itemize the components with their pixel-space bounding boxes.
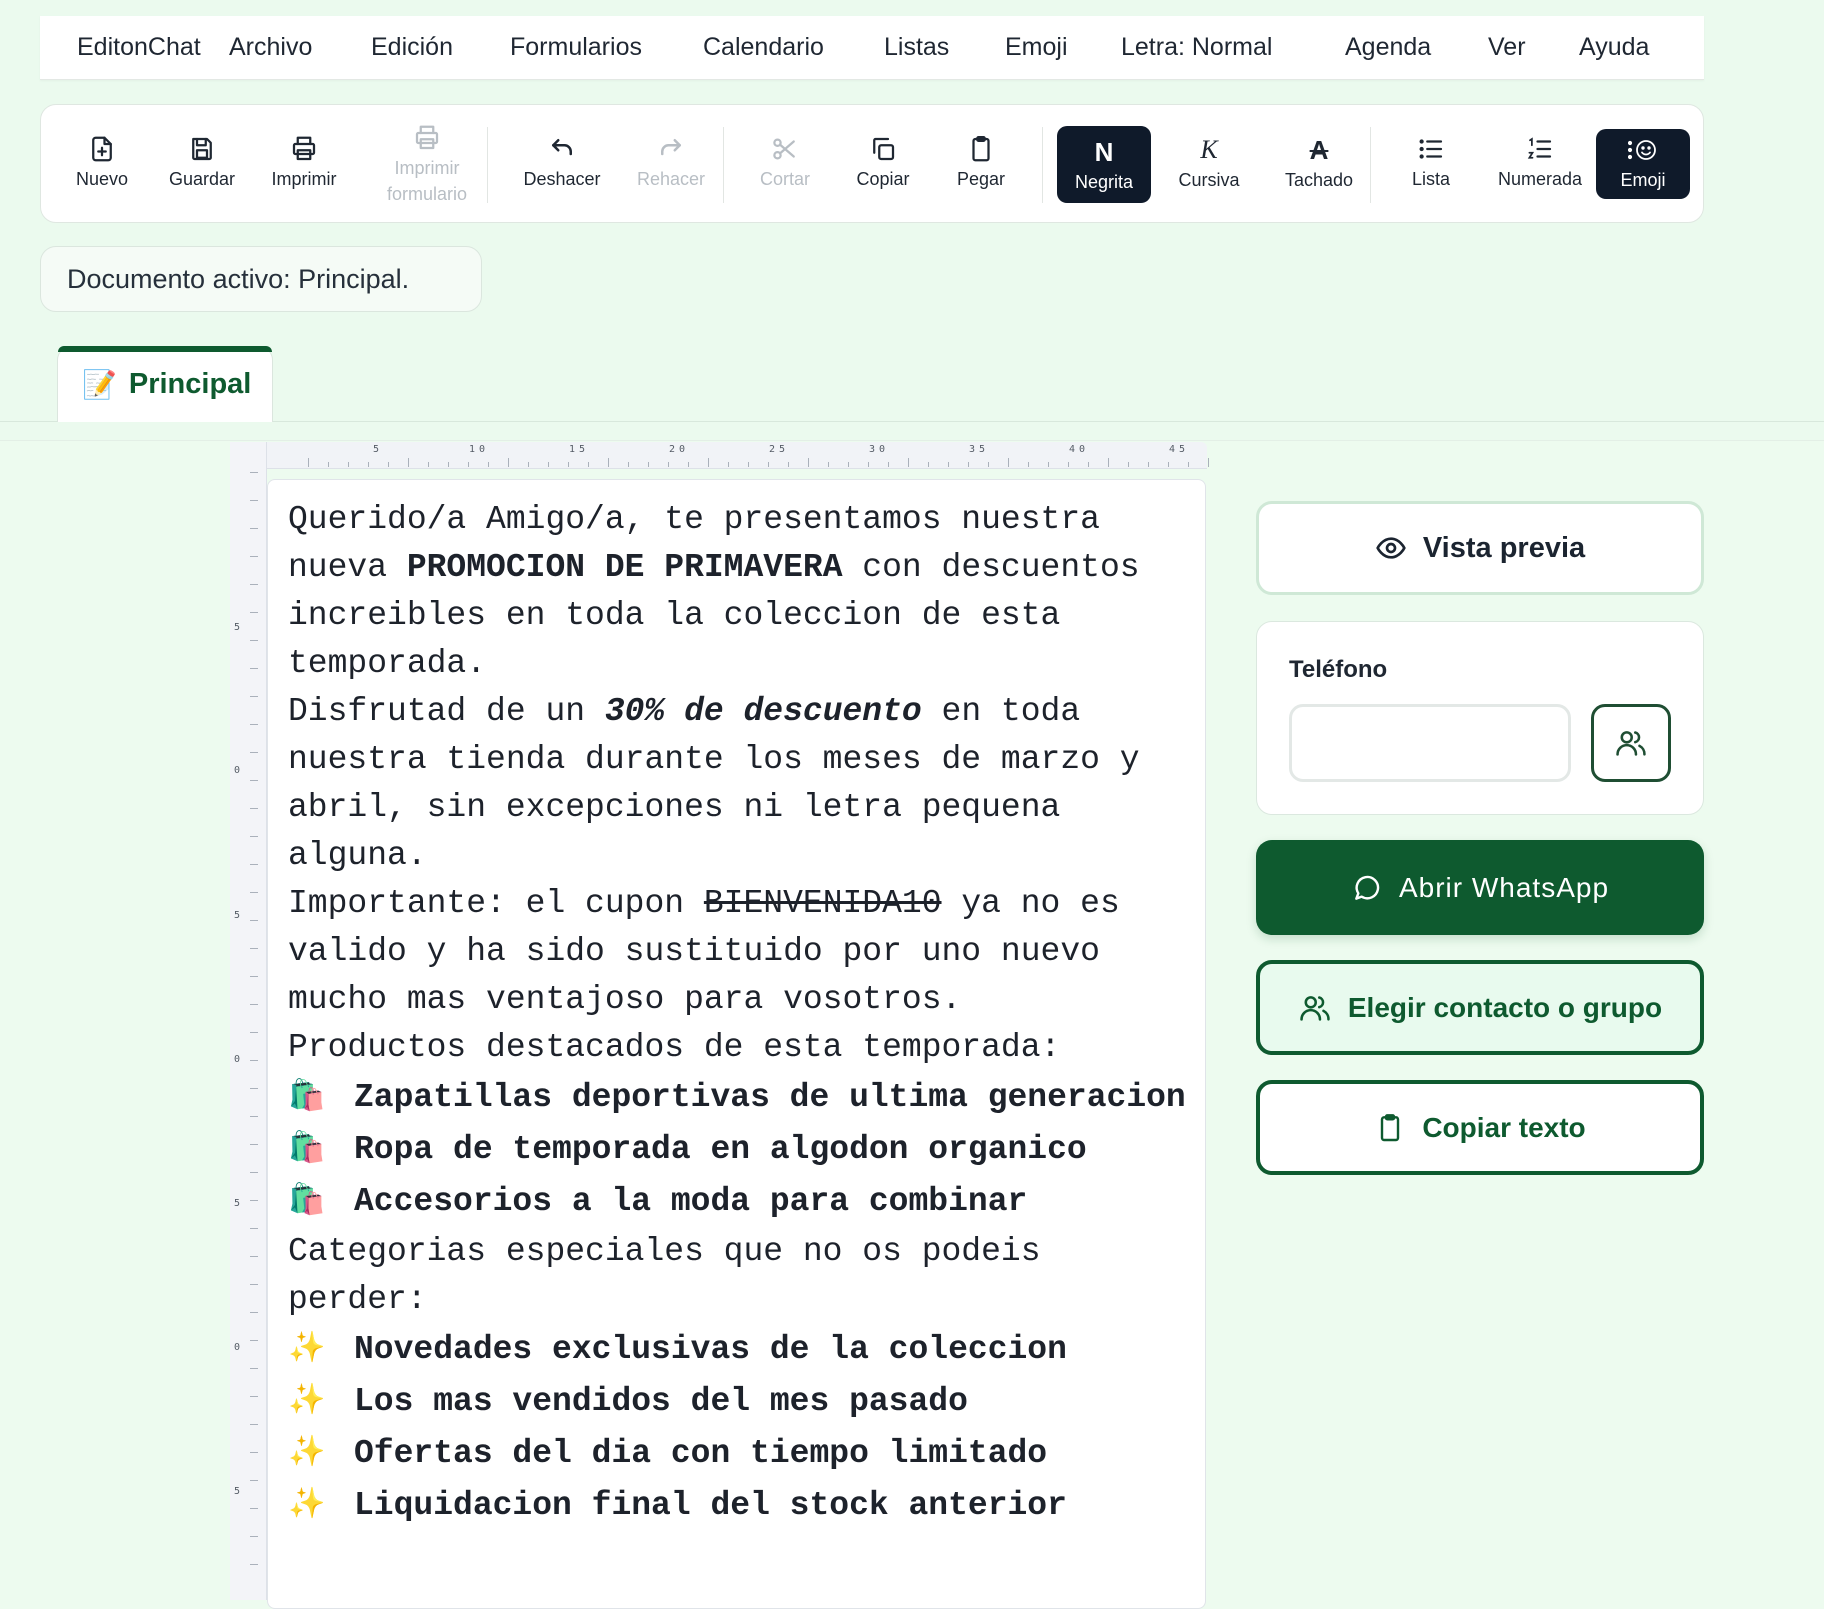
ruler-tick [1128, 462, 1129, 467]
copy-button[interactable] [841, 123, 925, 203]
ruler-tick [250, 948, 258, 949]
menu-formularios[interactable]: Formularios [510, 33, 642, 61]
list-item-text: Accesorios a la moda para combinar [354, 1183, 1028, 1220]
ruler-number: 5 [373, 444, 384, 455]
text-run: en toda nuestra tienda durante los meses de marzo y abril, sin excepciones ni letra pequena alguna. [288, 693, 1140, 874]
menu-bar [40, 16, 1704, 80]
menu-letra[interactable]: Letra: Normal [1121, 33, 1273, 61]
app-name: EditonChat [77, 33, 201, 61]
sparkles-icon: ✨ [288, 1385, 326, 1419]
menu-listas[interactable]: Listas [884, 33, 950, 61]
toolbar [40, 104, 1704, 223]
cut-button[interactable] [745, 123, 825, 203]
list-label: Lista [1411, 169, 1451, 189]
list-item-text: Los mas vendidos del mes pasado [354, 1383, 968, 1420]
bold-label: Negrita [1074, 171, 1134, 192]
undo-icon [547, 134, 577, 164]
bold-button[interactable] [1057, 126, 1151, 203]
paragraph: Categorias especiales que no os podeis perder: [288, 1233, 1041, 1318]
print-form-label-2: formulario [386, 184, 468, 204]
ruler-tick [748, 462, 749, 467]
shopping-bags-icon: 🛍️ [288, 1185, 326, 1219]
ruler-number: 10 [469, 444, 490, 455]
ruler-tick [250, 1536, 258, 1537]
status-pill: Documento activo: Principal. [40, 246, 482, 312]
tab-principal[interactable] [57, 346, 273, 422]
ruler-number: 0 [234, 1342, 245, 1353]
paste-label: Pegar [956, 169, 1006, 189]
redo-label: Rehacer [636, 169, 706, 189]
ruler-tick [250, 920, 258, 921]
toolbar-separator [487, 127, 488, 203]
ruler-tick [250, 780, 258, 781]
ruler-tick [568, 462, 569, 467]
users-icon [1298, 991, 1332, 1025]
chat-bubble-icon [1351, 872, 1383, 904]
ruler-tick [250, 836, 258, 837]
paste-button[interactable] [939, 123, 1023, 203]
ruler-tick [250, 1340, 258, 1341]
list-item [288, 1176, 1198, 1228]
memo-icon: 📝 [82, 369, 117, 400]
clipboard-icon [1374, 1112, 1406, 1144]
redo-button[interactable] [621, 123, 721, 203]
ruler-number: 25 [769, 444, 790, 455]
menu-ver[interactable]: Ver [1488, 33, 1526, 61]
eye-icon [1375, 532, 1407, 564]
ruler-tick [508, 458, 509, 467]
ruler-tick [250, 892, 258, 893]
list-icon [1416, 134, 1446, 164]
paragraph [288, 880, 1198, 1024]
save-icon [187, 134, 217, 164]
ruler-tick [1208, 458, 1209, 467]
ruler-number: 35 [969, 444, 990, 455]
print-button[interactable] [261, 123, 347, 203]
ruler-tick [250, 668, 258, 669]
ruler-tick [308, 458, 309, 467]
new-label: Nuevo [75, 169, 129, 189]
ruler-tick [908, 458, 909, 467]
ruler-tick [250, 1116, 258, 1117]
ruler-tick [988, 462, 989, 467]
ruler-number: 15 [569, 444, 590, 455]
ruler-number: 40 [1069, 444, 1090, 455]
ruler-tick [250, 1144, 258, 1145]
ruler-tick [868, 462, 869, 467]
strikethrough-icon: A [1309, 135, 1329, 165]
phone-card [1256, 621, 1704, 815]
ruler-tick [250, 808, 258, 809]
ruler-tick [250, 1200, 258, 1201]
ruler-tick [250, 1228, 258, 1229]
ruler-tick [548, 462, 549, 467]
ruler-tick [1088, 462, 1089, 467]
text-run: Importante: el cupon [288, 885, 704, 922]
users-icon [1614, 726, 1648, 760]
ruler-tick [250, 556, 258, 557]
ruler-tick [250, 1368, 258, 1369]
italic-icon: K [1200, 135, 1218, 164]
ruler-number: 20 [669, 444, 690, 455]
list-button[interactable] [1391, 123, 1471, 203]
ruler-tick [1188, 462, 1189, 467]
bold-text: PROMOCION DE PRIMAVERA [406, 549, 843, 586]
ruler-tick [250, 472, 258, 473]
choose-contact-button[interactable] [1256, 960, 1704, 1055]
band-divider [0, 440, 1824, 441]
clipboard-icon [966, 134, 996, 164]
copy-text-button[interactable] [1256, 1080, 1704, 1175]
ruler-tick [368, 462, 369, 467]
undo-button[interactable] [503, 123, 621, 203]
shopping-bags-icon: 🛍️ [288, 1081, 326, 1115]
menu-calendario[interactable]: Calendario [703, 33, 824, 61]
ruler-tick [408, 458, 409, 467]
print-form-label-1: Imprimir [394, 158, 460, 178]
paragraph: Productos destacados de esta temporada: [288, 1029, 1061, 1066]
ruler-tick [948, 462, 949, 467]
ruler-tick [848, 462, 849, 467]
ruler-tick [250, 1312, 258, 1313]
ruler-tick [250, 1172, 258, 1173]
strike-label: Tachado [1284, 170, 1354, 190]
list-item-text: Liquidacion final del stock anterior [354, 1487, 1067, 1524]
ruler-tick [250, 528, 258, 529]
ruler-tick [528, 462, 529, 467]
list-item [288, 1480, 1198, 1532]
menu-edicion[interactable]: Edición [371, 33, 453, 61]
ruler-tick [250, 976, 258, 977]
ruler-tick [250, 752, 258, 753]
ruler-tick [250, 1060, 258, 1061]
ruler-tick [488, 462, 489, 467]
ruler-number: 45 [1169, 444, 1190, 455]
menu-ayuda[interactable]: Ayuda [1579, 33, 1650, 61]
paragraph [288, 688, 1198, 880]
ruler-tick [468, 462, 469, 467]
ruler-tick [1108, 458, 1109, 467]
list-item-text: Zapatillas deportivas de ultima generacion [354, 1079, 1186, 1116]
ruler-tick [250, 1256, 258, 1257]
numbered-list-button[interactable] [1481, 123, 1599, 203]
italic-button[interactable] [1165, 123, 1253, 203]
toolbar-separator [1042, 127, 1043, 203]
ruler-top [230, 442, 1207, 469]
printer-icon [412, 123, 442, 153]
tab-label: Principal [128, 368, 252, 400]
open-whatsapp-button[interactable] [1256, 840, 1704, 935]
ruler-number: 5 [234, 1198, 245, 1209]
ruler-tick [250, 696, 258, 697]
ruler-tick [1028, 462, 1029, 467]
ruler-tick [788, 462, 789, 467]
ruler-tick [250, 1004, 258, 1005]
list-item-text: Ofertas del dia con tiempo limitado [354, 1435, 1048, 1472]
scissors-icon [770, 134, 800, 164]
ruler-tick [250, 1480, 258, 1481]
printer-icon [289, 134, 319, 164]
ruler-tick [250, 1396, 258, 1397]
copy-icon [868, 134, 898, 164]
whatsapp-label: Abrir WhatsApp [1398, 871, 1610, 903]
redo-icon [656, 134, 686, 164]
ruler-tick [808, 458, 809, 467]
list-item [288, 1376, 1198, 1428]
ruler-tick [250, 864, 258, 865]
copy-label: Copiar [856, 169, 910, 189]
save-label: Guardar [168, 169, 236, 189]
list-item [288, 1124, 1198, 1176]
ruler-tick [608, 458, 609, 467]
list-item [288, 1324, 1198, 1376]
cut-label: Cortar [759, 169, 810, 189]
ruler-tick [250, 1284, 258, 1285]
text-run: ya no es valido y ha sido sustituido por uno nuevo mucho mas ventajoso para vosotros. [288, 885, 1120, 1018]
text-run: con descuentos increibles en toda la coleccion de esta temporada. [288, 549, 1140, 682]
tab-active-indicator [58, 346, 272, 352]
numbered-label: Numerada [1497, 169, 1583, 189]
ruler-tick [888, 462, 889, 467]
ruler-tick [768, 462, 769, 467]
ruler-number: 30 [869, 444, 890, 455]
ruler-tick [648, 462, 649, 467]
ruler-tick [250, 500, 258, 501]
pick-contact-button[interactable] [1591, 704, 1671, 782]
bold-icon: N [1094, 136, 1114, 167]
ruler-tick [250, 1424, 258, 1425]
sparkles-icon: ✨ [288, 1437, 326, 1471]
undo-label: Deshacer [523, 169, 601, 189]
phone-label: Teléfono [1289, 656, 1388, 683]
ruler-tick [250, 1452, 258, 1453]
ruler-left [230, 442, 267, 1600]
list-item [288, 1072, 1198, 1124]
save-button[interactable] [161, 123, 243, 203]
ruler-number: 0 [234, 1054, 245, 1065]
preview-label: Vista previa [1422, 531, 1586, 564]
ruler-tick [1048, 462, 1049, 467]
menu-archivo[interactable]: Archivo [229, 33, 313, 61]
ruler-tick [1008, 458, 1009, 467]
ruler-number: 5 [234, 622, 245, 633]
list-item-text: Novedades exclusivas de la coleccion [354, 1331, 1067, 1368]
text-run: Querido/a Amigo/a, te presentamos nuestra nueva [288, 501, 1100, 586]
ruler-tick [250, 1088, 258, 1089]
italic-label: Cursiva [1178, 170, 1240, 190]
text-run: Disfrutad de un [288, 693, 605, 730]
ruler-tick [728, 462, 729, 467]
sparkles-icon: ✨ [288, 1489, 326, 1523]
tab-divider [0, 421, 1824, 422]
sparkles-icon: ✨ [288, 1333, 326, 1367]
ruler-tick [708, 458, 709, 467]
ruler-tick [1068, 462, 1069, 467]
ruler-tick [1168, 462, 1169, 467]
editor-document[interactable] [288, 496, 1198, 1532]
phone-input[interactable] [1289, 704, 1571, 782]
toolbar-separator [723, 127, 724, 203]
ruler-tick [250, 640, 258, 641]
menu-emoji[interactable]: Emoji [1005, 33, 1068, 61]
ruler-tick [668, 462, 669, 467]
ruler-tick [448, 462, 449, 467]
new-file-icon [87, 134, 117, 164]
new-button[interactable] [61, 123, 143, 203]
ruler-tick [628, 462, 629, 467]
copy-text-label: Copiar texto [1422, 1111, 1586, 1143]
emoji-button[interactable] [1596, 129, 1690, 199]
bold-italic-text: 30% de descuento [604, 693, 922, 730]
shopping-bags-icon: 🛍️ [288, 1133, 326, 1167]
ruler-tick [388, 462, 389, 467]
ruler-tick [250, 1564, 258, 1565]
ruler-number: 5 [234, 1486, 245, 1497]
emoji-label: Emoji [1620, 170, 1666, 190]
ruler-number: 5 [234, 910, 245, 921]
ruler-tick [968, 462, 969, 467]
strike-button[interactable] [1265, 123, 1373, 203]
toolbar-separator [1370, 127, 1371, 203]
ruler-tick [250, 1508, 258, 1509]
ruler-tick [1148, 462, 1149, 467]
ruler-tick [688, 462, 689, 467]
strikethrough-text: BIENVENIDA10 [703, 885, 942, 922]
print-label: Imprimir [271, 169, 337, 189]
ruler-tick [828, 462, 829, 467]
ruler-tick [928, 462, 929, 467]
ruler-number: 0 [234, 765, 245, 776]
ruler-tick [328, 462, 329, 467]
print-form-button[interactable] [361, 115, 493, 215]
numbered-list-icon [1525, 134, 1555, 164]
ruler-tick [250, 584, 258, 585]
ruler-tick [348, 462, 349, 467]
menu-agenda[interactable]: Agenda [1345, 33, 1432, 61]
ruler-tick [250, 1032, 258, 1033]
list-item-text: Ropa de temporada en algodon organico [354, 1131, 1087, 1168]
contact-label: Elegir contacto o grupo [1347, 991, 1663, 1023]
ruler-tick [428, 462, 429, 467]
ruler-tick [588, 462, 589, 467]
list-item [288, 1428, 1198, 1480]
paragraph [288, 496, 1198, 688]
preview-button[interactable] [1256, 501, 1704, 595]
ruler-tick [250, 612, 258, 613]
ruler-tick [250, 724, 258, 725]
emoji-smile-icon [1628, 135, 1658, 165]
